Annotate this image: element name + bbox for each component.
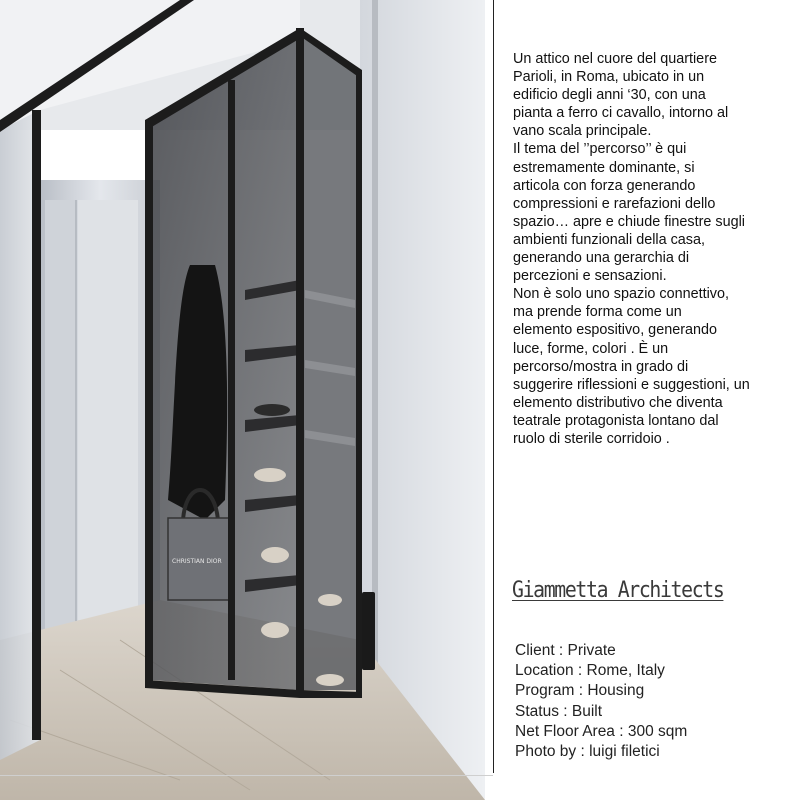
detail-program: Program : Housing: [515, 682, 645, 700]
description-line: estremamente dominante, si: [513, 159, 695, 176]
description-line: luce, forme, colori . È un: [513, 340, 669, 357]
cabinet-handle: [362, 592, 375, 670]
description-line: compressioni e rarefazioni dello: [513, 195, 716, 212]
description-line: Un attico nel cuore del quartiere: [513, 51, 717, 67]
description-line: ma prende forma come un: [513, 304, 682, 321]
ceiling-light: [96, 131, 106, 141]
detail-area: Net Floor Area : 300 sqm: [515, 722, 688, 740]
handbag-print: CHRISTIAN DIOR: [172, 558, 222, 565]
description-line: elemento distributivo che diventa: [513, 394, 723, 411]
description-line: spazio… apre e chiude finestre sugli: [513, 213, 745, 230]
detail-status: Status : Built: [515, 702, 603, 720]
description-line: percezioni e sensazioni.: [513, 268, 667, 285]
description-line: edificio degli anni ‘30, con una: [513, 87, 706, 104]
project-description: [513, 50, 785, 448]
description-line: articola con forza generando: [513, 177, 696, 194]
firm-name: Giammetta Architects: [512, 578, 724, 603]
description-line: suggerire riflessioni e suggestioni, un: [513, 376, 750, 393]
description-line: vano scala principale.: [513, 123, 652, 140]
description-line: Il tema del ’’percorso’’ è qui: [513, 141, 687, 158]
vertical-divider: [493, 0, 494, 773]
description-line: elemento espositivo, generando: [513, 322, 718, 339]
description-line: Parioli, in Roma, ubicato in un: [513, 69, 705, 86]
description-line: generando una gerarchia di: [513, 250, 690, 267]
description-line: percorso/mostra in grado di: [513, 358, 689, 375]
project-details: [515, 641, 785, 762]
description-line: ruolo di sterile corridoio .: [513, 430, 670, 447]
detail-client: Client : Private: [515, 642, 616, 659]
description-line: ambienti funzionali della casa,: [513, 231, 705, 248]
description-line: pianta a ferro ci cavallo, intorno al: [513, 105, 729, 122]
description-line: teatrale protagonista lontano dal: [513, 412, 719, 429]
detail-photo-credit: Photo by : luigi filetici: [515, 743, 660, 761]
description-line: Non è solo uno spazio connettivo,: [513, 286, 730, 303]
detail-location: Location : Rome, Italy: [515, 662, 665, 680]
bottom-rule: [0, 775, 493, 776]
